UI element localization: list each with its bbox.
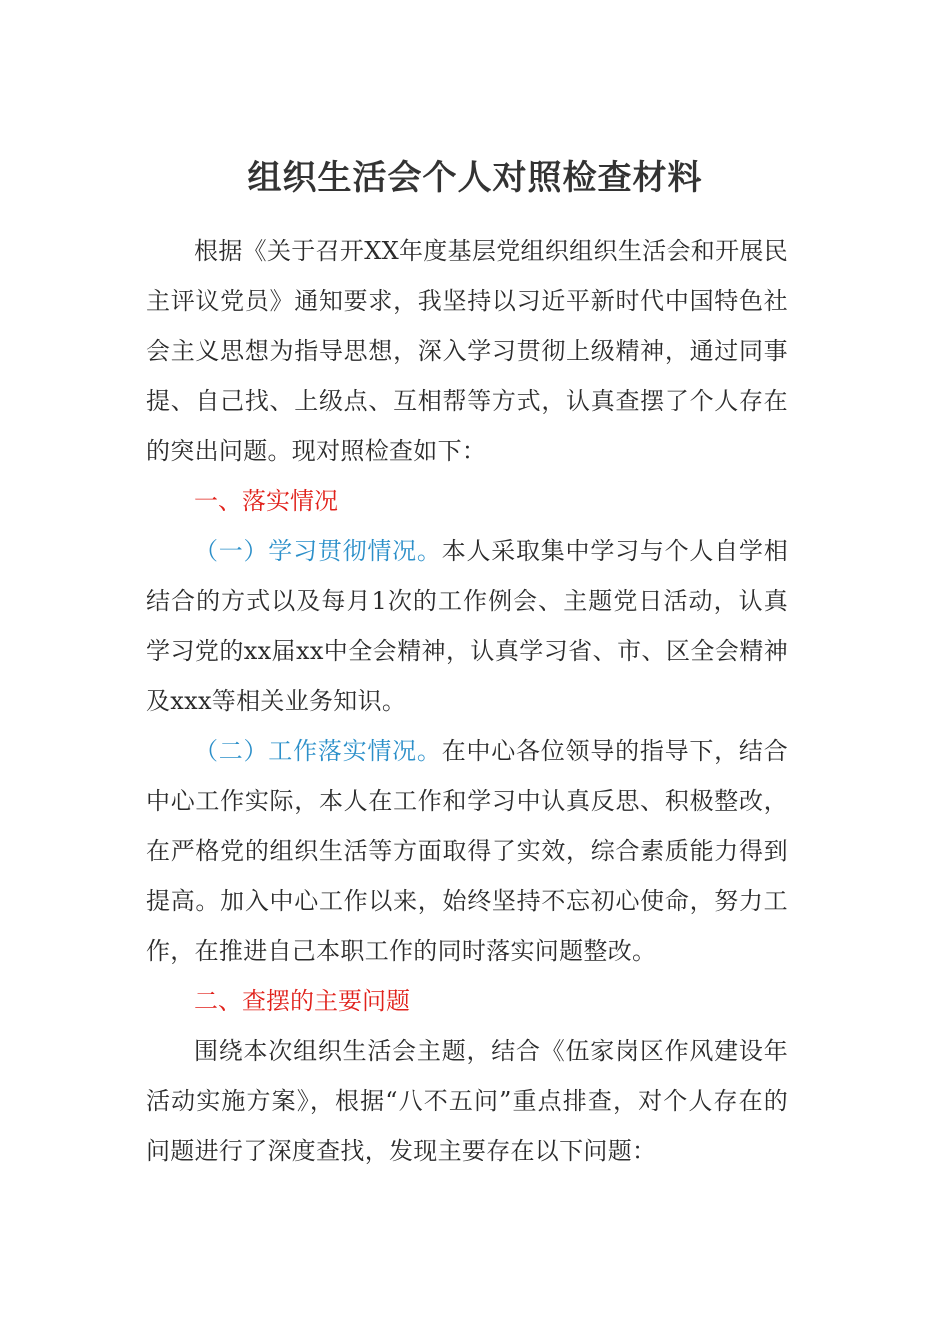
- document-body: [146, 226, 788, 1176]
- section-heading-problems: 二、查摆的主要问题: [194, 987, 410, 1015]
- work-text: 在中心各位领导的指导下，结合中心工作实际，本人在工作和学习中认真反思、积极整改，在严格党的组织生活等方面取得了实效，综合素质能力得到提高。加入中心工作以来，始终坚持不忘初心使命，努力工作，在推进自己本职工作的同时落实问题整改。: [146, 737, 789, 965]
- study-text: 本人采取集中学习与个人自学相结合的方式以及每月1次的工作例会、主题党日活动，认真学习党的xx届xx中全会精神，认真学习省、市、区全会精神及xxx等相关业务知识。: [146, 537, 789, 715]
- problems-paragraph: 围绕本次组织生活会主题，结合《伍家岗区作风建设年活动实施方案》，根据“八不五问”重点排查，对个人存在的问题进行了深度查找，发现主要存在以下问题：: [146, 1037, 788, 1165]
- paragraph-study-implementation: [146, 526, 788, 726]
- subheading-study: （一）学习贯彻情况。: [194, 537, 442, 565]
- paragraph-work-implementation: [146, 726, 788, 976]
- subheading-work: （二）工作落实情况。: [194, 737, 442, 765]
- section-heading-implementation: 一、落实情况: [194, 487, 338, 515]
- document-title: 组织生活会个人对照检查材料: [247, 158, 703, 198]
- intro-paragraph: 根据《关于召开XX年度基层党组织组织生活会和开展民主评议党员》通知要求，我坚持以习近平新时代中国特色社会主义思想为指导思想，深入学习贯彻上级精神，通过同事提、自己找、上级点、互相帮等方式，认真查摆了个人存在的突出问题。现对照检查如下：: [146, 237, 788, 465]
